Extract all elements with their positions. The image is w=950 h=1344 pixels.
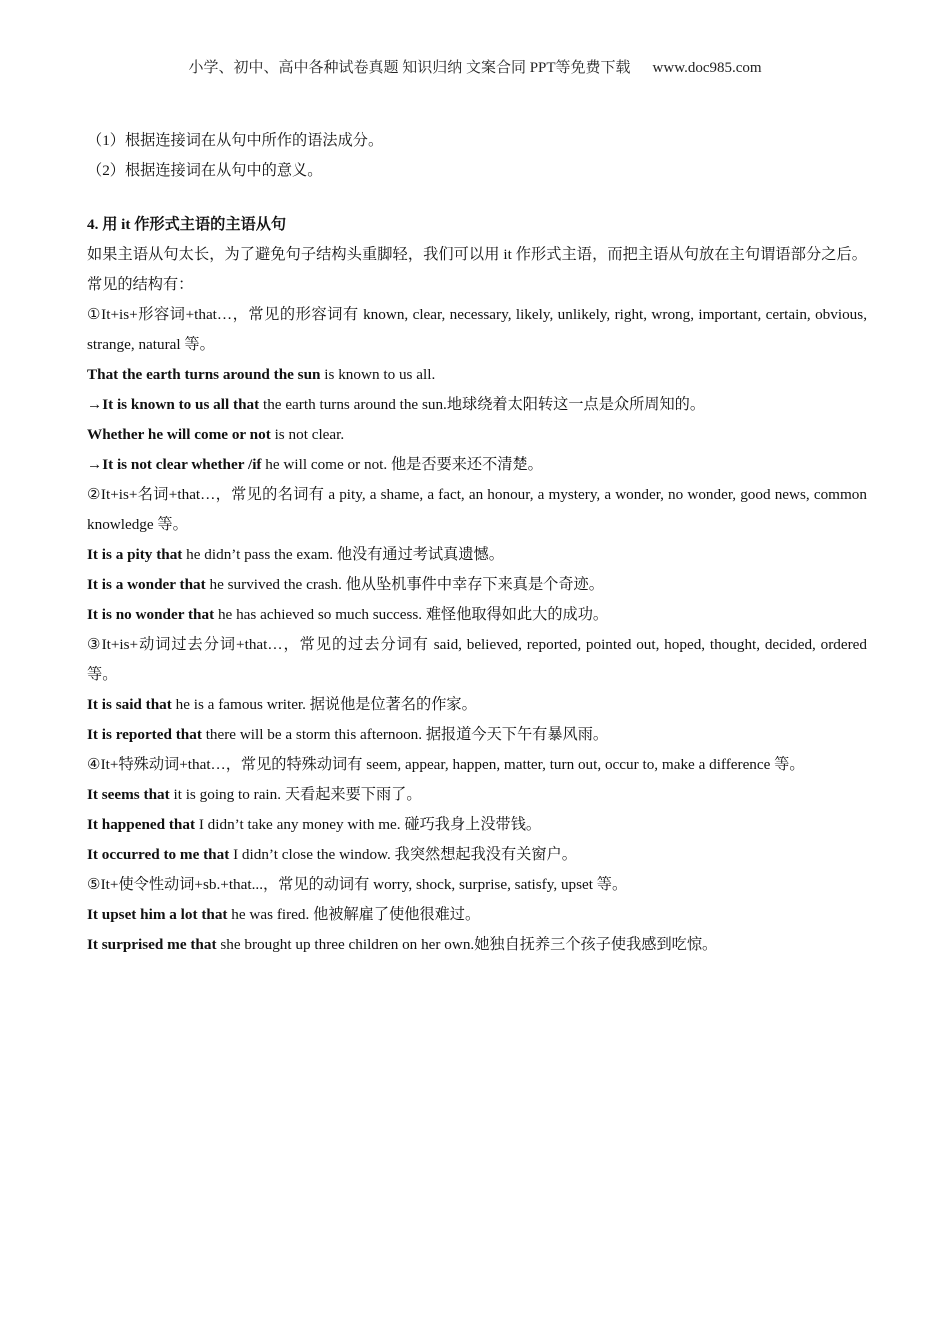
example-line	[87, 720, 867, 750]
example-rest: there will be a storm this afternoon. 据报道今天下午有暴风雨。	[201, 726, 609, 743]
example-rest: is not clear.	[270, 426, 345, 443]
example-rest: he didn’t pass the exam. 他没有通过考试真遗憾。	[182, 546, 504, 563]
example-line	[87, 840, 867, 870]
example-bold: It is reported that	[87, 726, 202, 743]
example-line	[87, 930, 867, 960]
example-bold: It is said that	[87, 696, 172, 713]
example-line	[87, 690, 867, 720]
example-bold: →It is not clear whether /if	[87, 456, 262, 473]
example-line	[87, 450, 867, 480]
example-line	[87, 420, 867, 450]
example-rest: he will come or not. 他是否要来还不清楚。	[261, 456, 543, 473]
example-bold: It is a pity that	[87, 546, 183, 563]
example-bold: Whether he will come or not	[87, 426, 271, 443]
example-line	[87, 810, 867, 840]
example-line	[87, 900, 867, 930]
example-line	[87, 780, 867, 810]
example-bold: That the earth turns around the sun	[87, 366, 321, 383]
example-rest: he has achieved so much success. 难怪他取得如此大的成功。	[214, 606, 609, 623]
page-header	[0, 56, 950, 77]
example-rest: she brought up three children on her own.她独自抚养三个孩子使我感到吃惊。	[216, 936, 718, 953]
section-title: 4. 用 it 作形式主语的主语从句	[87, 216, 287, 233]
example-rest: is known to us all.	[320, 366, 436, 383]
example-line	[87, 540, 867, 570]
example-rest: the earth turns around the sun.地球绕着太阳转这一点是众所周知的。	[259, 396, 706, 413]
example-bold: It seems that	[87, 786, 170, 803]
example-rest: he survived the crash. 他从坠机事件中幸存下来真是个奇迹。	[205, 576, 604, 593]
example-bold: It occurred to me that	[87, 846, 230, 863]
section-paragraph: 如果主语从句太长，为了避免句子结构头重脚轻，我们可以用 it 作形式主语，而把主语从句放在主句谓语部分之后。常见的结构有：	[87, 246, 867, 293]
example-bold: It surprised me that	[87, 936, 217, 953]
example-bold: It is a wonder that	[87, 576, 206, 593]
example-rest: I didn’t take any money with me. 碰巧我身上没带钱。	[195, 816, 542, 833]
document-body	[87, 126, 867, 960]
intro-line-2: （2）根据连接词在从句中的意义。	[87, 162, 323, 179]
intro-line-1: （1）根据连接词在从句中所作的语法成分。	[87, 132, 384, 149]
example-line	[87, 360, 867, 390]
example-rest: he is a famous writer. 据说他是位著名的作家。	[171, 696, 477, 713]
example-rest: I didn’t close the window. 我突然想起我没有关窗户。	[229, 846, 577, 863]
example-bold: It is no wonder that	[87, 606, 215, 623]
example-line	[87, 600, 867, 630]
example-rest: he was fired. 他被解雇了使他很难过。	[227, 906, 481, 923]
spacer	[87, 186, 867, 210]
example-bold: It happened that	[87, 816, 196, 833]
example-bold: It upset him a lot that	[87, 906, 228, 923]
rule-causative-verb: ⑤It+使令性动词+sb.+that...，常见的动词有 worry, shock, surprise, satisfy, upset 等。	[87, 876, 628, 893]
example-bold: →It is known to us all that	[87, 396, 260, 413]
example-line	[87, 570, 867, 600]
header-site-url: www.doc985.com	[652, 60, 762, 76]
example-line	[87, 390, 867, 420]
rule-special-verb: ④It+特殊动词+that…，常见的特殊动词有 seem, appear, happen, matter, turn out, occur to, make a difference 等。	[87, 756, 805, 773]
example-rest: it is going to rain. 天看起来要下雨了。	[169, 786, 422, 803]
rule-past-participle: ③It+is+动词过去分词+that…，常见的过去分词有 said, believed, reported, pointed out, hoped, thought, decided, ordered 等。	[87, 636, 867, 683]
header-text: 小学、初中、高中各种试卷真题 知识归纳 文案合同 PPT等免费下载	[188, 60, 631, 76]
rule-noun: ②It+is+名词+that…，常见的名词有 a pity, a shame, a fact, an honour, a mystery, a wonder, no wonder, good news, common knowledge 等。	[87, 486, 867, 533]
rule-adjective: ①It+is+形容词+that…，常见的形容词有 known, clear, necessary, likely, unlikely, right, wrong, important, certain, obvious, strange, natural 等。	[87, 306, 867, 353]
